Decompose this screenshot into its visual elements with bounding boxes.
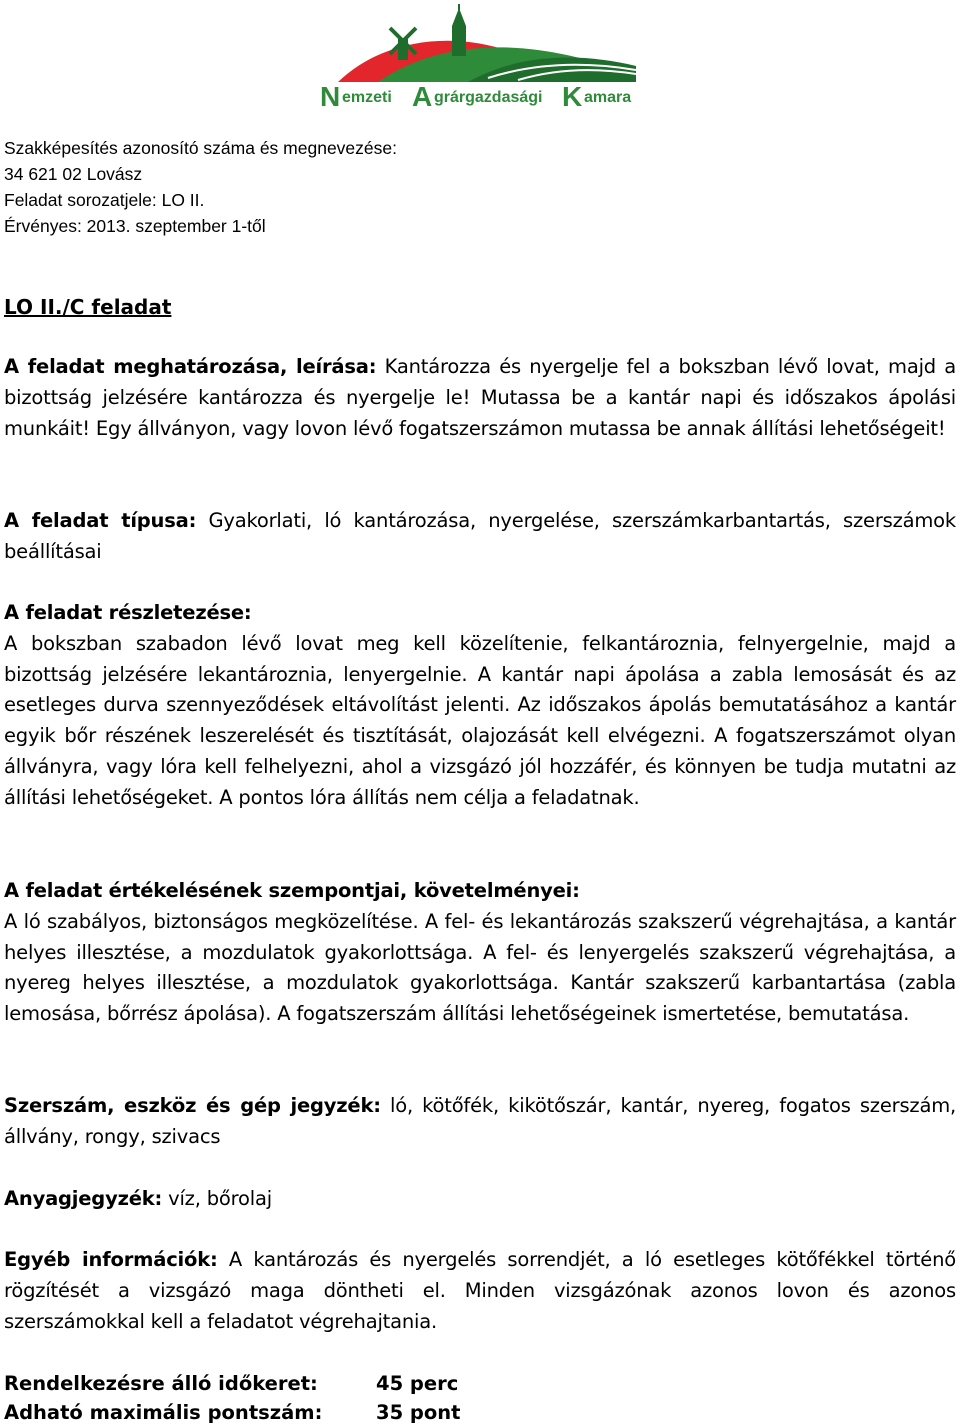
meta-line-series: Feladat sorozatjele: LO II. xyxy=(4,190,205,210)
svg-text:grárgazdasági: grárgazdasági xyxy=(434,89,543,106)
tools-text: ló, kötőfék, kikötőszár, kantár, nyereg, fogatos szerszám, állvány, rongy, szivacs xyxy=(4,1094,956,1148)
other-text: A kantározás és nyergelés sorrendjét, a ló esetleges kötőfékkel történő rögzítését a vizsgázó maga döntheti el. Minden vizsgázónak azonos lovon és azonos szerszámokkal kell a feladatot végrehajtania. xyxy=(4,1248,956,1333)
section-other xyxy=(4,1245,956,1337)
section-criteria xyxy=(4,876,956,1030)
svg-text:N: N xyxy=(320,81,341,110)
points-label: Adható maximális pontszám: xyxy=(4,1401,323,1424)
nak-logo xyxy=(318,4,640,110)
criteria-label: A feladat értékelésének szempontjai, követelményei: xyxy=(4,879,580,902)
materials-text: víz, bőrolaj xyxy=(162,1187,272,1210)
tools-label: Szerszám, eszköz és gép jegyzék: xyxy=(4,1094,381,1117)
svg-text:emzeti: emzeti xyxy=(342,89,392,106)
meta-line-qualification: Szakképesítés azonosító száma és megnevezése: xyxy=(4,138,397,158)
meta-line-code: 34 621 02 Lovász xyxy=(4,164,143,184)
svg-text:amara: amara xyxy=(584,89,632,106)
details-label: A feladat részletezése: xyxy=(4,601,252,624)
svg-text:A: A xyxy=(412,81,433,110)
meta-line-valid: Érvényes: 2013. szeptember 1-től xyxy=(4,216,266,236)
time-value: 45 perc xyxy=(376,1372,459,1395)
section-description xyxy=(4,352,956,444)
description-text: Kantározza és nyergelje fel a bokszban lévő lovat, majd a bizottság jelzésére kantározza és nyergelje le! Mutassa be a kantár napi és időszakos ápolási munkáit! Egy állványon, vagy lovon lévő fogatszerszámon mutassa be annak állítási lehetőségeit! xyxy=(4,355,956,440)
details-text: A bokszban szabadon lévő lovat meg kell közelítenie, felkantároznia, felnyergelnie, majd a bizottság jelzésére lekantároznia, lenyergelnie. A kantár napi ápolása a zabla lemosását és az esetleges durva szennyeződések eltávolítást jelenti. Az időszakos ápolás bemutatásához a kantár egyik bőr részének leszerelését és tisztítását, olajozását kell elvégezni. A fogatszerszámot olyan állványra, vagy lóra kell felhelyezni, ahol a vizsgázó jól hozzáfér, és könnyen be tudja mutatni az állítási lehetőségeket. A pontos lóra állítás nem célja a feladatnak. xyxy=(4,631,956,809)
svg-text:K: K xyxy=(562,81,583,110)
time-row xyxy=(4,1369,459,1399)
description-label: A feladat meghatározása, leírása: xyxy=(4,355,377,378)
section-materials xyxy=(4,1184,956,1215)
qualification-meta xyxy=(4,135,397,239)
points-value: 35 pont xyxy=(376,1401,461,1424)
points-row xyxy=(4,1398,461,1428)
type-label: A feladat típusa: xyxy=(4,509,197,532)
section-tools xyxy=(4,1091,956,1153)
materials-label: Anyagjegyzék: xyxy=(4,1187,163,1210)
logo-graphic xyxy=(318,4,640,110)
time-label: Rendelkezésre álló időkeret: xyxy=(4,1372,318,1395)
section-type xyxy=(4,506,956,568)
criteria-text: A ló szabályos, biztonságos megközelítése. A fel- és lekantározás szakszerű végrehajtása, a kantár helyes illesztése, a mozdulatok gyakorlottsága. A fel- és lenyergelés szakszerű végrehajtása, a nyereg helyes illesztése, a mozdulatok gyakorlottsága. Kantár szakszerű karbantartása (zabla lemosása, bőrrész ápolása). A fogatszerszám állítási lehetőségeinek ismertetése, bemutatása. xyxy=(4,909,956,1026)
task-title: LO II./C feladat xyxy=(4,295,172,319)
type-text: Gyakorlati, ló kantározása, nyergelése, szerszámkarbantartás, szerszámok beállításai xyxy=(4,509,957,563)
other-label: Egyéb információk: xyxy=(4,1248,218,1271)
section-details xyxy=(4,598,956,814)
